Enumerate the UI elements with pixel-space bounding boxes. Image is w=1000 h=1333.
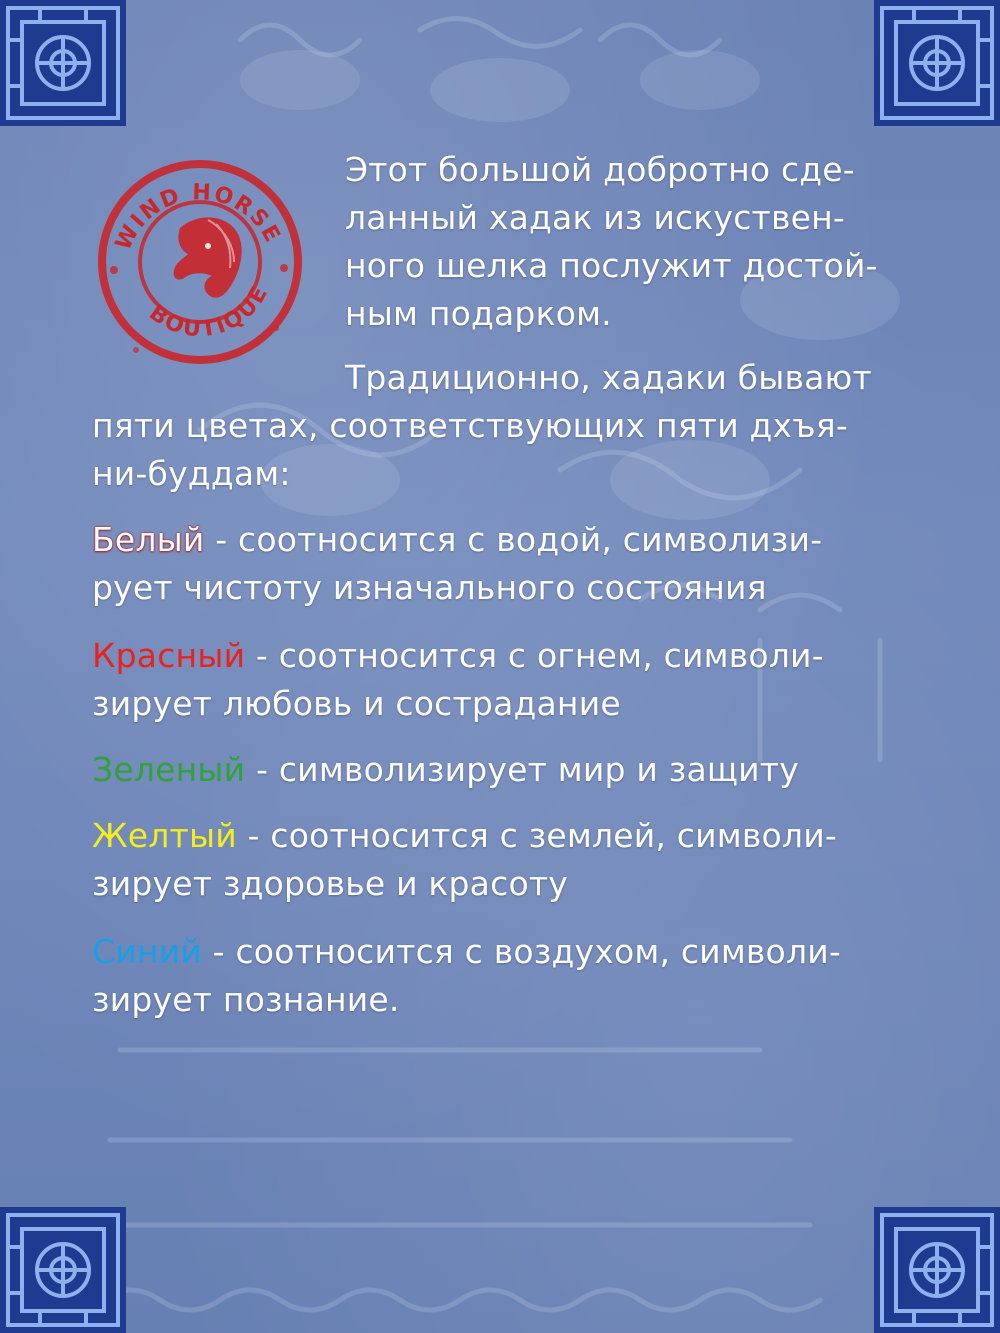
- corner-ornament-top-left: [0, 0, 126, 126]
- color-desc: - соотносится с землей, символи-: [236, 816, 837, 855]
- corner-ornament-top-right: [874, 0, 1000, 126]
- traditional-paragraph: [92, 354, 952, 498]
- corner-ornament-bottom-left: [0, 1207, 126, 1333]
- intro-paragraph: [345, 146, 905, 338]
- color-desc: - соотносится с огнем, символи-: [245, 636, 824, 675]
- wind-horse-boutique-logo: [88, 150, 308, 370]
- color-name-yellow: Желтый: [92, 816, 237, 855]
- color-name-white: Белый: [92, 520, 205, 559]
- logo-top-text: WIND HORSE: [110, 180, 286, 255]
- color-item-yellow: [92, 812, 952, 908]
- traditional-line: пяти цветах, соответствующих пяти дхъя-: [92, 406, 848, 445]
- color-name-red: Красный: [92, 636, 246, 675]
- intro-line: Этот большой добротно сде-: [345, 150, 855, 189]
- color-name-blue: Синий: [92, 932, 202, 971]
- color-item-white: [92, 516, 952, 612]
- color-desc: - соотносится с водой, символизи-: [204, 520, 823, 559]
- color-item-blue: [92, 928, 952, 1024]
- corner-ornament-bottom-right: [874, 1207, 1000, 1333]
- traditional-line: ни-буддам:: [92, 454, 291, 493]
- intro-line: ным подарком.: [345, 294, 612, 333]
- color-desc: рует чистоту изначального состояния: [92, 568, 767, 607]
- color-item-red: [92, 632, 952, 728]
- intro-line: ного шелка послужит достой-: [345, 246, 878, 285]
- color-desc: зирует познание.: [92, 980, 400, 1019]
- color-desc: - соотносится с воздухом, символи-: [201, 932, 841, 971]
- intro-line: ланный хадак из искуствен-: [345, 198, 846, 237]
- logo-bottom-text: BOUTIQUE: [144, 280, 274, 343]
- traditional-line: Традиционно, хадаки бывают: [345, 358, 872, 397]
- color-desc: зирует любовь и сострадание: [92, 684, 621, 723]
- color-item-green: [92, 746, 952, 794]
- color-desc: - символизирует мир и защиту: [245, 750, 799, 789]
- color-desc: зирует здоровье и красоту: [92, 864, 568, 903]
- color-name-green: Зеленый: [92, 750, 246, 789]
